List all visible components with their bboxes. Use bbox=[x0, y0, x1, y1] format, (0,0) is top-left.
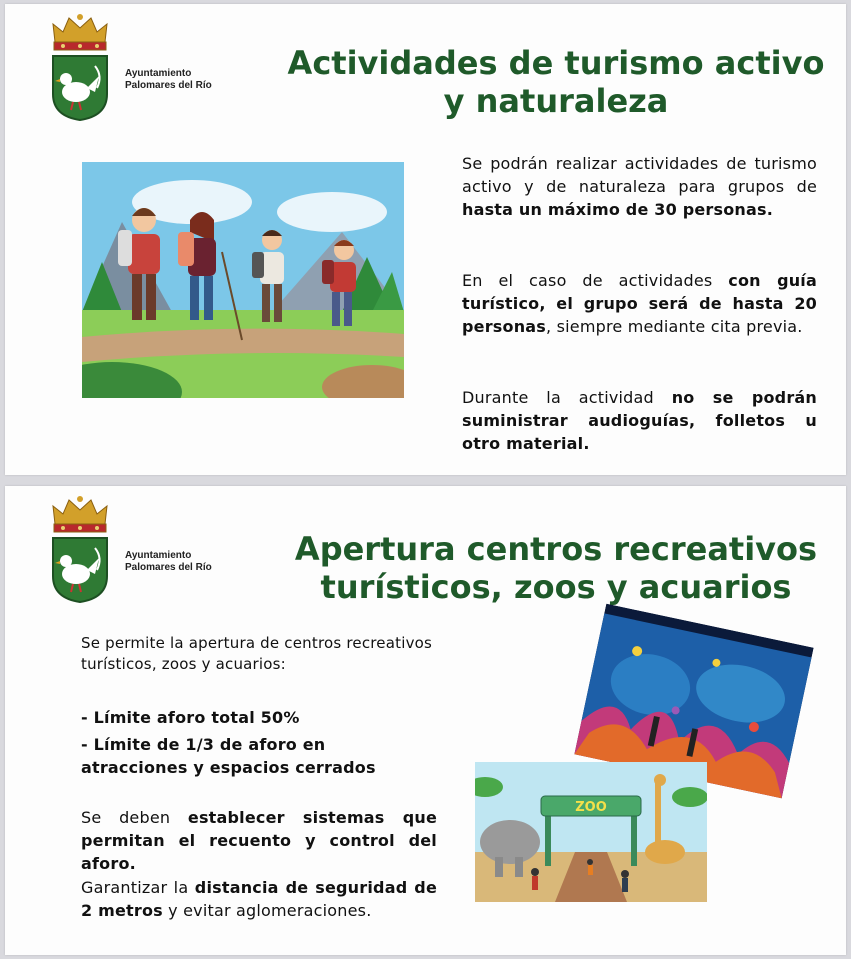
title-line2: y naturaleza bbox=[443, 82, 669, 120]
council-name bbox=[125, 550, 212, 574]
shield-dove-icon bbox=[51, 536, 109, 604]
text-bold: distancia de seguridad de 2 metros bbox=[81, 878, 437, 920]
text: En el caso de actividades bbox=[462, 271, 729, 290]
slide-centros-recreativos bbox=[5, 486, 846, 955]
text: y evitar aglomeraciones. bbox=[162, 901, 372, 920]
paragraph-materials bbox=[462, 386, 817, 455]
intro-text bbox=[81, 633, 451, 675]
text-bold: - Límite aforo total 50% bbox=[81, 708, 300, 727]
council-line1: Ayuntamiento bbox=[125, 550, 192, 561]
text: Durante la actividad bbox=[462, 388, 672, 407]
council-line1: Ayuntamiento bbox=[125, 68, 192, 79]
council-line2: Palomares del Río bbox=[125, 562, 212, 573]
zoo-illustration bbox=[475, 762, 707, 902]
text: Se permite la apertura de centros recreativos turísticos, zoos y acuarios: bbox=[81, 634, 433, 673]
text-bold: no se podrán suministrar audioguías, folletos u otro material. bbox=[462, 388, 817, 453]
shield-dove-icon bbox=[51, 54, 109, 122]
text-bold: hasta un máximo de 30 personas. bbox=[462, 200, 773, 219]
slide-turismo-activo bbox=[5, 4, 846, 475]
text-bold: - Límite de 1/3 de aforo en atracciones y espacios cerrados bbox=[81, 735, 376, 777]
crown-icon bbox=[49, 494, 111, 534]
text: Se podrán realizar actividades de turismo activo y de naturaleza para grupos de bbox=[462, 154, 817, 196]
bullet-aforo-atracciones bbox=[81, 733, 381, 779]
paragraph-group-size bbox=[462, 152, 817, 221]
hikers-illustration bbox=[82, 162, 404, 398]
title-line1: Apertura centros recreativos bbox=[294, 530, 818, 568]
text-bold: con guía turístico, el grupo será de hasta 20 personas bbox=[462, 271, 817, 336]
paragraph-distancia bbox=[81, 876, 437, 922]
text-bold: establecer sistemas que permitan el recuento y control del aforo. bbox=[81, 808, 437, 873]
paragraph-control-aforo bbox=[81, 806, 437, 875]
title-line2: turísticos, zoos y acuarios bbox=[320, 568, 792, 606]
text: Se deben bbox=[81, 808, 188, 827]
crown-icon bbox=[49, 12, 111, 52]
bullet-aforo-total bbox=[81, 706, 451, 729]
page-title bbox=[267, 44, 845, 120]
paragraph-guide bbox=[462, 269, 817, 338]
page-title bbox=[267, 530, 845, 606]
council-name bbox=[125, 68, 212, 92]
zoo-sign-text: ZOO bbox=[575, 800, 607, 815]
council-line2: Palomares del Río bbox=[125, 80, 212, 91]
text: Garantizar la bbox=[81, 878, 195, 897]
text: , siempre mediante cita previa. bbox=[546, 317, 803, 336]
title-line1: Actividades de turismo activo bbox=[287, 44, 825, 82]
